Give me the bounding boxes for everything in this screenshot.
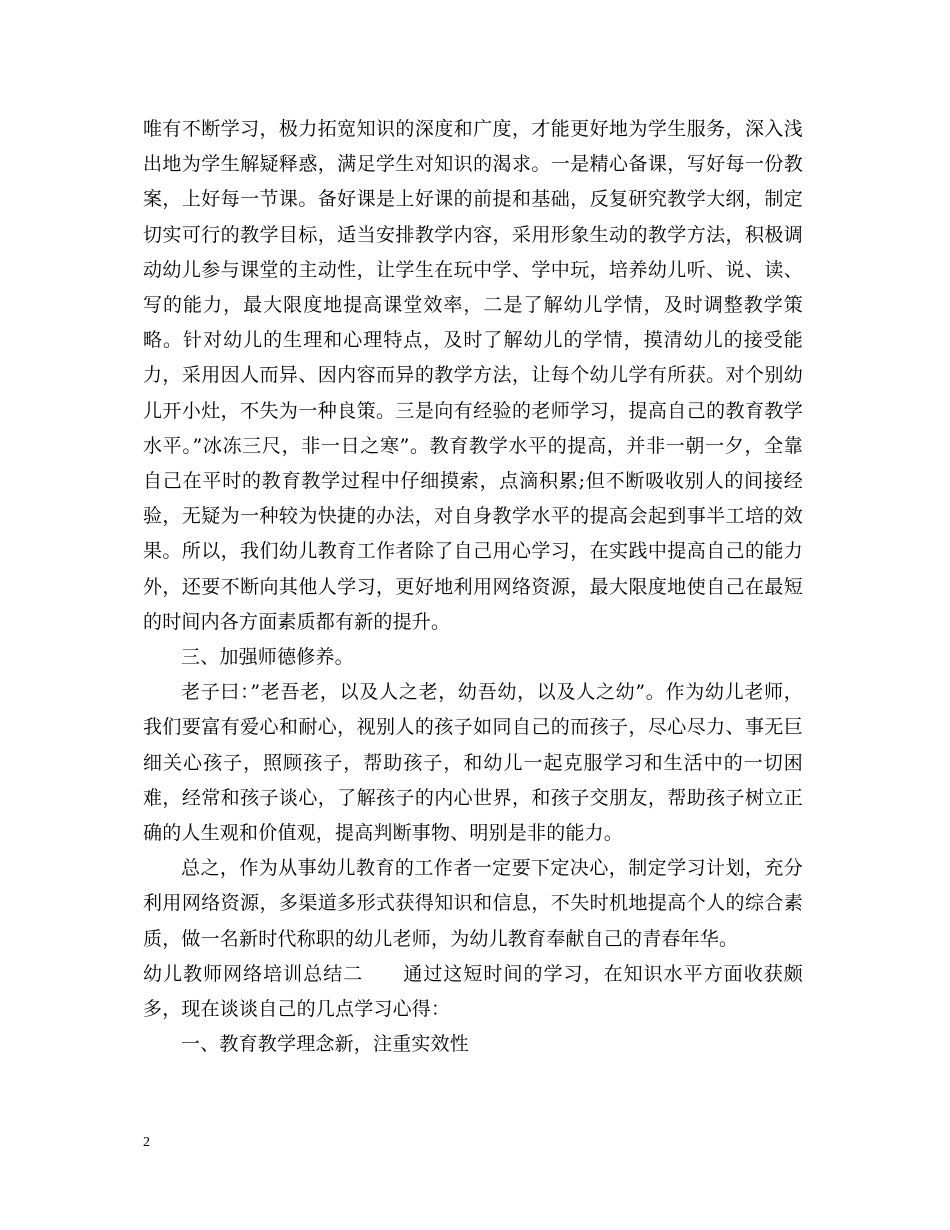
paragraph-laozi-quote: 老子曰：”老吾老，以及人之老，幼吾幼，以及人之幼”。作为幼儿老师，我们要富有爱心和耐心，视别人的孩子如同自己的而孩子，尽心尽力、事无巨细关心孩子，照顾孩子，帮助孩子，和幼儿一起克服学习和生活中的一切困难，经常和孩子谈心，了解孩子的内心世界，和孩子交朋友，帮助孩子树立正确的人生观和价值观，提高判断事物、明别是非的能力。 (143, 681, 803, 845)
paragraph-summary-two-intro: 幼儿教师网络培训总结二 通过这短时间的学习，在知识水平方面收获颇多，现在谈谈自己的几点学习心得： (143, 962, 803, 1021)
section-heading-teacher-ethics: 三、加强师德修养。 (181, 646, 354, 669)
paragraph-continuation: 唯有不断学习，极力拓宽知识的深度和广度，才能更好地为学生服务，深入浅出地为学生解疑释惑，满足学生对知识的渴求。一是精心备课，写好每一份教案，上好每一节课。备好课是上好课的前提和基础，反复研究教学大纲，制定切实可行的教学目标，适当安排教学内容，采用形象生动的教学方法，积极调动幼儿参与课堂的主动性，让学生在玩中学、学中玩，培养幼儿听、说、读、写的能力，最大限度地提高课堂效率，二是了解幼儿学情，及时调整教学策略。针对幼儿的生理和心理特点，及时了解幼儿的学情，摸清幼儿的接受能力，采用因人而异、因内容而异的教学方法，让每个幼儿学有所获。对个别幼儿开小灶，不失为一种良策。三是向有经验的老师学习，提高自己的教育教学水平。”冰冻三尺，非一日之寒”。教育教学水平的提高，并非一朝一夕，全靠自己在平时的教育教学过程中仔细摸索，点滴积累;但不断吸收别人的间接经验，无疑为一种较为快捷的办法，对自身教学水平的提高会起到事半工培的效果。所以，我们幼儿教育工作者除了自己用心学习，在实践中提高自己的能力外，还要不断向其他人学习，更好地利用网络资源，最大限度地使自己在最短的时间内各方面素质都有新的提升。 (143, 118, 803, 633)
page-number: 2 (143, 1135, 150, 1150)
section-heading-teaching-concept: 一、教育教学理念新，注重实效性 (181, 1033, 470, 1056)
paragraph-conclusion: 总之，作为从事幼儿教育的工作者一定要下定决心，制定学习计划，充分利用网络资源，多渠道多形式获得知识和信息，不失时机地提高个人的综合素质，做一名新时代称职的幼儿老师，为幼儿教育奉献自己的青春年华。 (143, 857, 803, 950)
document-body (143, 112, 803, 1062)
